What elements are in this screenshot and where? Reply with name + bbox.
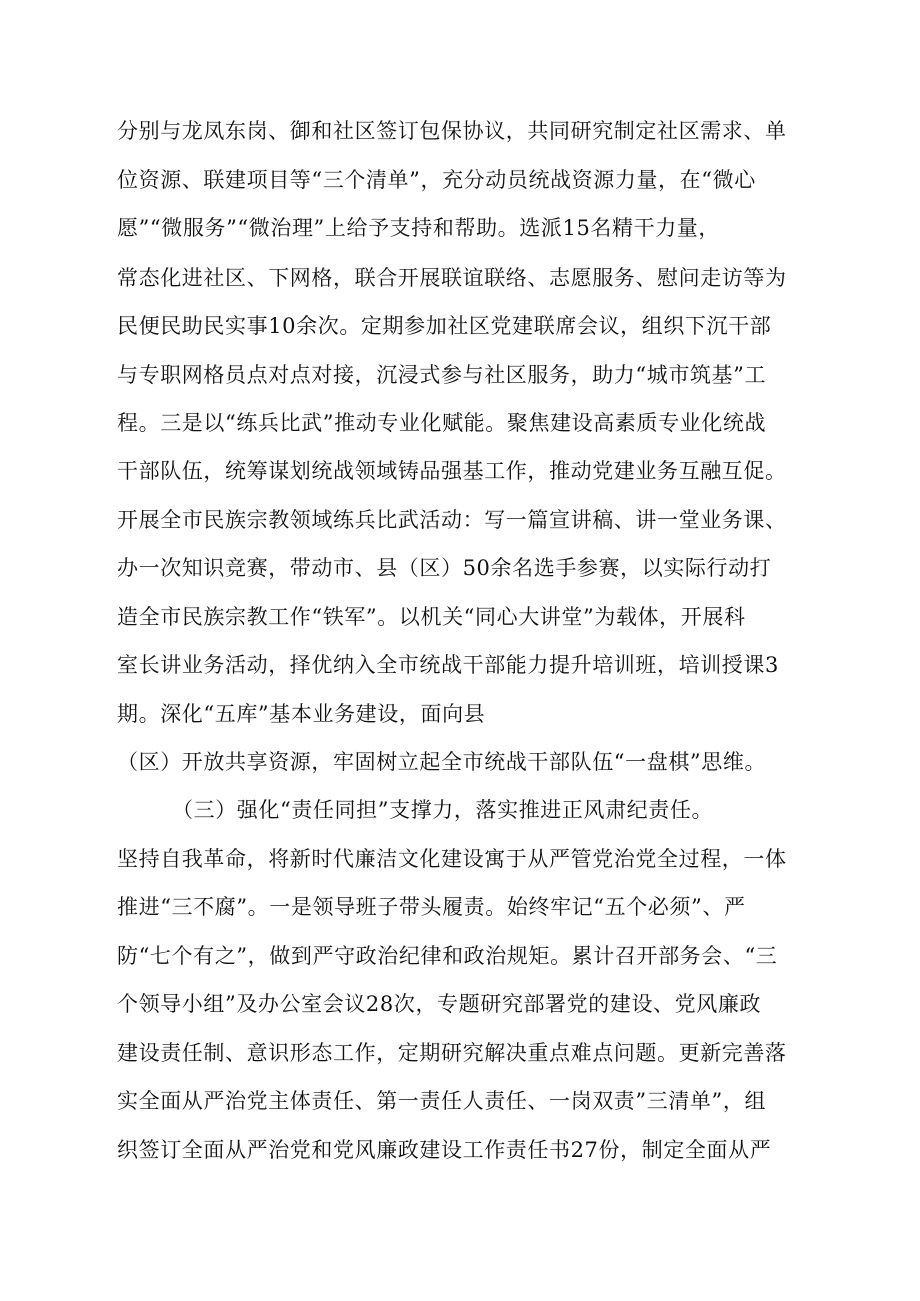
body-text-line: 干部队伍，统筹谋划统战领域铸品强基工作，推动党建业务互融互促。 bbox=[117, 459, 787, 483]
body-text-line: 与专职网格员点对点对接，沉浸式参与社区服务，助力“城市筑基”工 bbox=[117, 363, 767, 387]
body-text-line: 织签订全面从严治党和党风廉政建设工作责任书27份，制定全面从严 bbox=[117, 1138, 772, 1162]
body-text-line: 办一次知识竞赛，带动市、县（区）50余名选手参赛，以实际行动打 bbox=[117, 556, 772, 580]
body-text-line: 实全面从严治党主体责任、第一责任人责任、一岗双责”三清单”，组 bbox=[117, 1089, 767, 1113]
body-text-line: 程。三是以“练兵比武”推动专业化赋能。聚焦建设高素质专业化统战 bbox=[117, 411, 767, 435]
body-text-line: 坚持自我革命，将新时代廉洁文化建设寓于从严管党治党全过程，一体 bbox=[117, 847, 787, 871]
body-text-line: 民便民助民实事10余次。定期参加社区党建联席会议，组织下沉干部 bbox=[117, 314, 772, 338]
body-text-line: 期。深化“五库”基本业务建设，面向县 bbox=[117, 702, 486, 726]
body-text-line: 个领导小组”及办公室会议28次，专题研究部署党的建设、党风廉政 bbox=[117, 992, 762, 1016]
body-text-line: 推进“三不腐”。一是领导班子带头履责。始终牢记“五个必须”、严 bbox=[117, 895, 746, 919]
body-text-line: 室长讲业务活动，择优纳入全市统战干部能力提升培训班，培训授课3 bbox=[117, 653, 779, 677]
body-text-line: 防“七个有之”，做到严守政治纪律和政治规矩。累计召开部务会、“三 bbox=[117, 944, 778, 968]
body-text-line: 造全市民族宗教工作“铁军”。以机关“同心大讲堂”为载体，开展科 bbox=[117, 605, 746, 629]
body-text-line: （区）开放共享资源，牢固树立起全市统战干部队伍“一盘棋”思维。 bbox=[117, 750, 767, 774]
body-text-line: 开展全市民族宗教领域练兵比武活动：写一篇宣讲稿、讲一堂业务课、 bbox=[117, 508, 787, 532]
section-heading: （三）强化“责任同担”支撑力，落实推进正风肃纪责任。 bbox=[172, 798, 714, 822]
body-text-line: 常态化进社区、下网格，联合开展联谊联络、志愿服务、慰问走访等为 bbox=[117, 266, 787, 290]
body-text-line: 建设责任制、意识形态工作，定期研究解决重点难点问题。更新完善落 bbox=[117, 1041, 787, 1065]
body-text-line: 位资源、联建项目等“三个清单”，充分动员统战资源力量，在“微心 bbox=[117, 168, 756, 192]
body-text-line: 分别与龙凤东岗、御和社区签订包保协议，共同研究制定社区需求、单 bbox=[117, 119, 787, 143]
body-text-line: 愿”“微服务”“微治理”上给予支持和帮助。选派15名精干力量， bbox=[117, 216, 720, 240]
